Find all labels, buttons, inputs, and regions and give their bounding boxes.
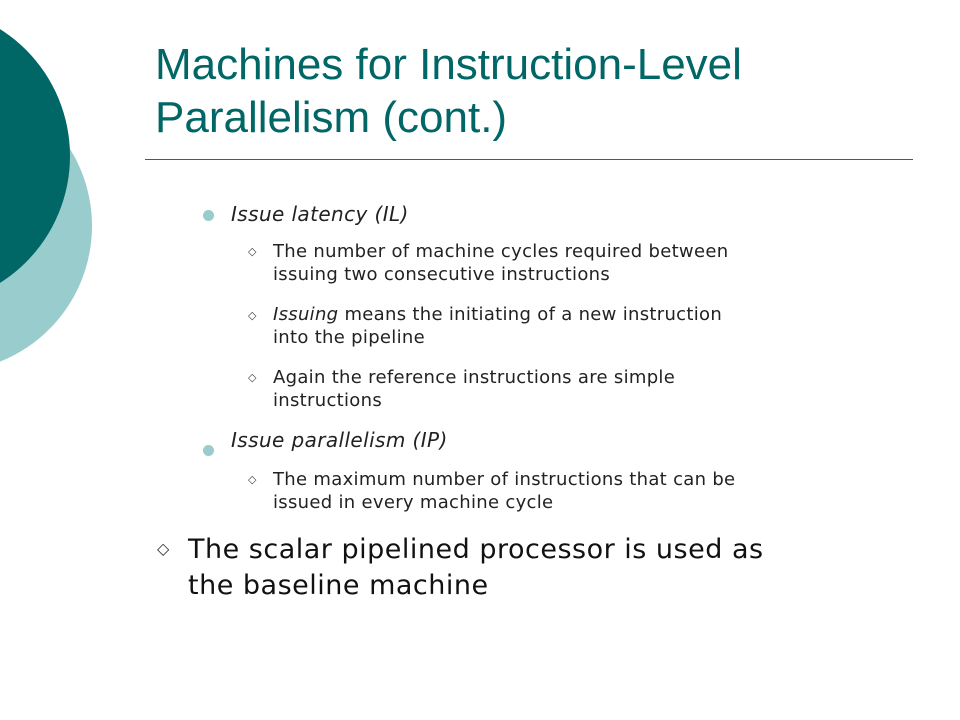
bullet-dot-icon xyxy=(203,210,214,221)
main-point xyxy=(188,532,888,604)
bullet-issue-latency: Issue latency (IL) xyxy=(231,202,409,226)
subbullet-reference-line1: Again the reference instructions are simple xyxy=(273,367,676,388)
subbullet-ip-definition-line2: issued in every machine cycle xyxy=(273,492,554,513)
title-line-2: Parallelism (cont.) xyxy=(155,93,508,142)
subbullet-reference xyxy=(273,366,873,412)
subbullet-issuing-line1: means the initiating of a new instruction xyxy=(338,304,723,325)
subbullet-ip-definition xyxy=(273,468,873,514)
bullet-dot-icon xyxy=(203,445,214,456)
subbullet-il-definition xyxy=(273,240,873,286)
chevron-bullet-icon: ◇ xyxy=(248,473,257,486)
main-point-line1: The scalar pipelined processor is used as xyxy=(188,534,764,565)
subbullet-issuing-line2: into the pipeline xyxy=(273,327,425,348)
subbullet-il-definition-line1: The number of machine cycles required between xyxy=(273,241,729,262)
chevron-bullet-icon: ◇ xyxy=(157,539,170,558)
main-point-line2: the baseline machine xyxy=(188,570,489,601)
subbullet-il-definition-line2: issuing two consecutive instructions xyxy=(273,264,611,285)
chevron-bullet-icon: ◇ xyxy=(248,245,257,258)
issuing-term: Issuing xyxy=(273,304,339,325)
subbullet-ip-definition-line1: The maximum number of instructions that can be xyxy=(273,469,736,490)
subbullet-issuing xyxy=(273,303,873,349)
title-line-1: Machines for Instruction-Level xyxy=(155,40,742,89)
bullet-issue-parallelism: Issue parallelism (IP) xyxy=(231,428,448,452)
chevron-bullet-icon: ◇ xyxy=(248,371,257,384)
chevron-bullet-icon: ◇ xyxy=(248,309,257,322)
subbullet-reference-line2: instructions xyxy=(273,390,383,411)
